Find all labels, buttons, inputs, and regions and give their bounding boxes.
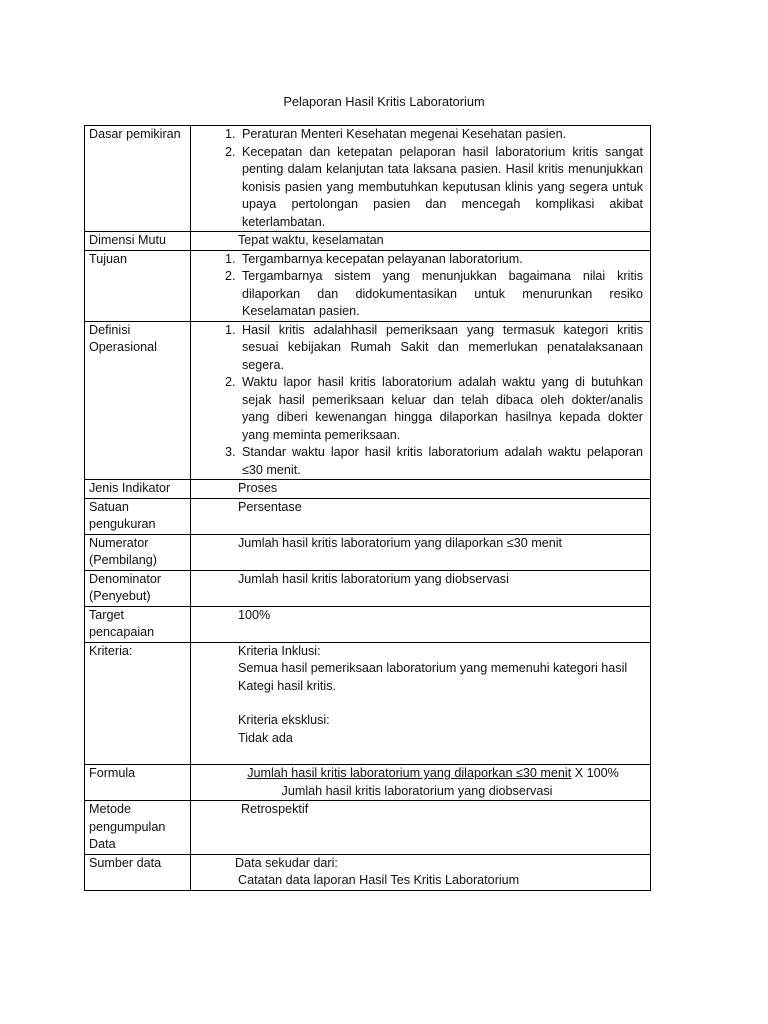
list-item: 2. Waktu lapor hasil kritis laboratorium adalah waktu yang di butuhkan sejak hasil pemeriksaan keluar dan telah dibaca oleh dokter/analis yang diberi kewenangan hingga dilaporkan hasilnya kepada dokter yang meminta pemeriksaan. (239, 374, 643, 444)
kriteria-eksklusi-text: Tidak ada (238, 730, 293, 745)
formula-numerator-line (191, 765, 643, 783)
row-jenis-indikator (85, 480, 651, 499)
row-formula (85, 765, 651, 801)
value-sumber-data-line1: Data sekudar dari: (235, 855, 338, 870)
list-item: 2. Tergambarnya sistem yang menunjukkan bagaimana nilai kritis dilaporkan dan didokumentasikan untuk menurunkan resiko Keselamatan pasien. (239, 268, 643, 321)
label-jenis-indikator: Jenis Indikator (85, 480, 191, 499)
label-sumber-data: Sumber data (85, 854, 191, 890)
list-item: 1. Tergambarnya kecepatan pelayanan laboratorium. (239, 251, 643, 269)
value-sumber-data-line2: Catatan data laporan Hasil Tes Kritis Laboratorium (238, 873, 520, 887)
row-satuan-pengukuran (85, 498, 651, 534)
label-formula: Formula (85, 765, 191, 801)
spacer (191, 747, 643, 764)
list-item: 2. Kecepatan dan ketepatan pelaporan hasil laboratorium kritis sangat penting dalam kelanjutan tata laksana pasien. Hasil kritis menunjukkan konisis pasien yang membutuhkan keputusan klinis yang segera untuk upaya pertolongan pasien dan mencegah komplikasi akibat keterlambatan. (239, 144, 643, 232)
label-satuan-pengukuran: Satuan pengukuran (85, 498, 191, 534)
formula-numerator: Jumlah hasil kritis laboratorium yang dilaporkan ≤30 menit (247, 766, 572, 780)
label-tujuan: Tujuan (85, 250, 191, 321)
kriteria-inklusi-text: Semua hasil pemeriksaan laboratorium yang memenuhi kategori hasil Kategi hasil kritis. (238, 661, 628, 693)
value-denominator: Jumlah hasil kritis laboratorium yang diobservasi (238, 571, 509, 586)
value-dimensi-mutu: Tepat waktu, keselamatan (238, 233, 384, 247)
dasar-pemikiran-list (191, 126, 643, 231)
label-definisi-operasional: Definisi Operasional (85, 321, 191, 480)
value-target-pencapaian: 100% (238, 607, 271, 622)
document-title: Pelaporan Hasil Kritis Laboratorium (283, 94, 485, 109)
row-target-pencapaian (85, 606, 651, 642)
row-denominator (85, 570, 651, 606)
label-denominator: Denominator (Penyebut) (85, 570, 191, 606)
row-sumber-data (85, 854, 651, 890)
row-definisi-operasional (85, 321, 651, 480)
row-tujuan (85, 250, 651, 321)
kriteria-inklusi-title: Kriteria Inklusi: (238, 643, 321, 658)
kriteria-eksklusi-title: Kriteria eksklusi: (238, 713, 330, 727)
indicator-profile-table (84, 125, 651, 891)
row-kriteria (85, 642, 651, 765)
list-item: 1. Hasil kritis adalahhasil pemeriksaan yang termasuk kategori kritis sesuai kebijakan Rumah Sakit dan memerlukan penatalaksanaan segera. (239, 322, 643, 375)
label-kriteria: Kriteria: (85, 642, 191, 765)
label-target-pencapaian: Target pencapaian (85, 606, 191, 642)
row-dimensi-mutu (85, 232, 651, 251)
spacer (191, 695, 643, 712)
row-numerator (85, 534, 651, 570)
value-metode-pengumpulan: Retrospektif (241, 802, 309, 816)
label-dasar-pemikiran: Dasar pemikiran (85, 126, 191, 232)
formula-denominator: Jumlah hasil kritis laboratorium yang diobservasi (281, 783, 553, 798)
value-numerator: Jumlah hasil kritis laboratorium yang dilaporkan ≤30 menit (238, 535, 563, 550)
list-item: 3. Standar waktu lapor hasil kritis laboratorium adalah waktu pelaporan ≤30 menit. (239, 444, 643, 479)
label-dimensi-mutu: Dimensi Mutu (85, 232, 191, 251)
tujuan-list (191, 251, 643, 321)
list-item: 1. Peraturan Menteri Kesehatan megenai Kesehatan pasien. (239, 126, 643, 144)
value-jenis-indikator: Proses (238, 481, 278, 495)
definisi-list (191, 322, 643, 480)
value-satuan-pengukuran: Persentase (238, 499, 302, 514)
content-dasar-pemikiran (191, 126, 651, 232)
row-metode-pengumpulan (85, 801, 651, 855)
label-metode-pengumpulan: Metode pengumpulan Data (85, 801, 191, 855)
label-numerator: Numerator (Pembilang) (85, 534, 191, 570)
row-dasar-pemikiran (85, 126, 651, 232)
formula-multiplier: X 100% (574, 766, 619, 780)
